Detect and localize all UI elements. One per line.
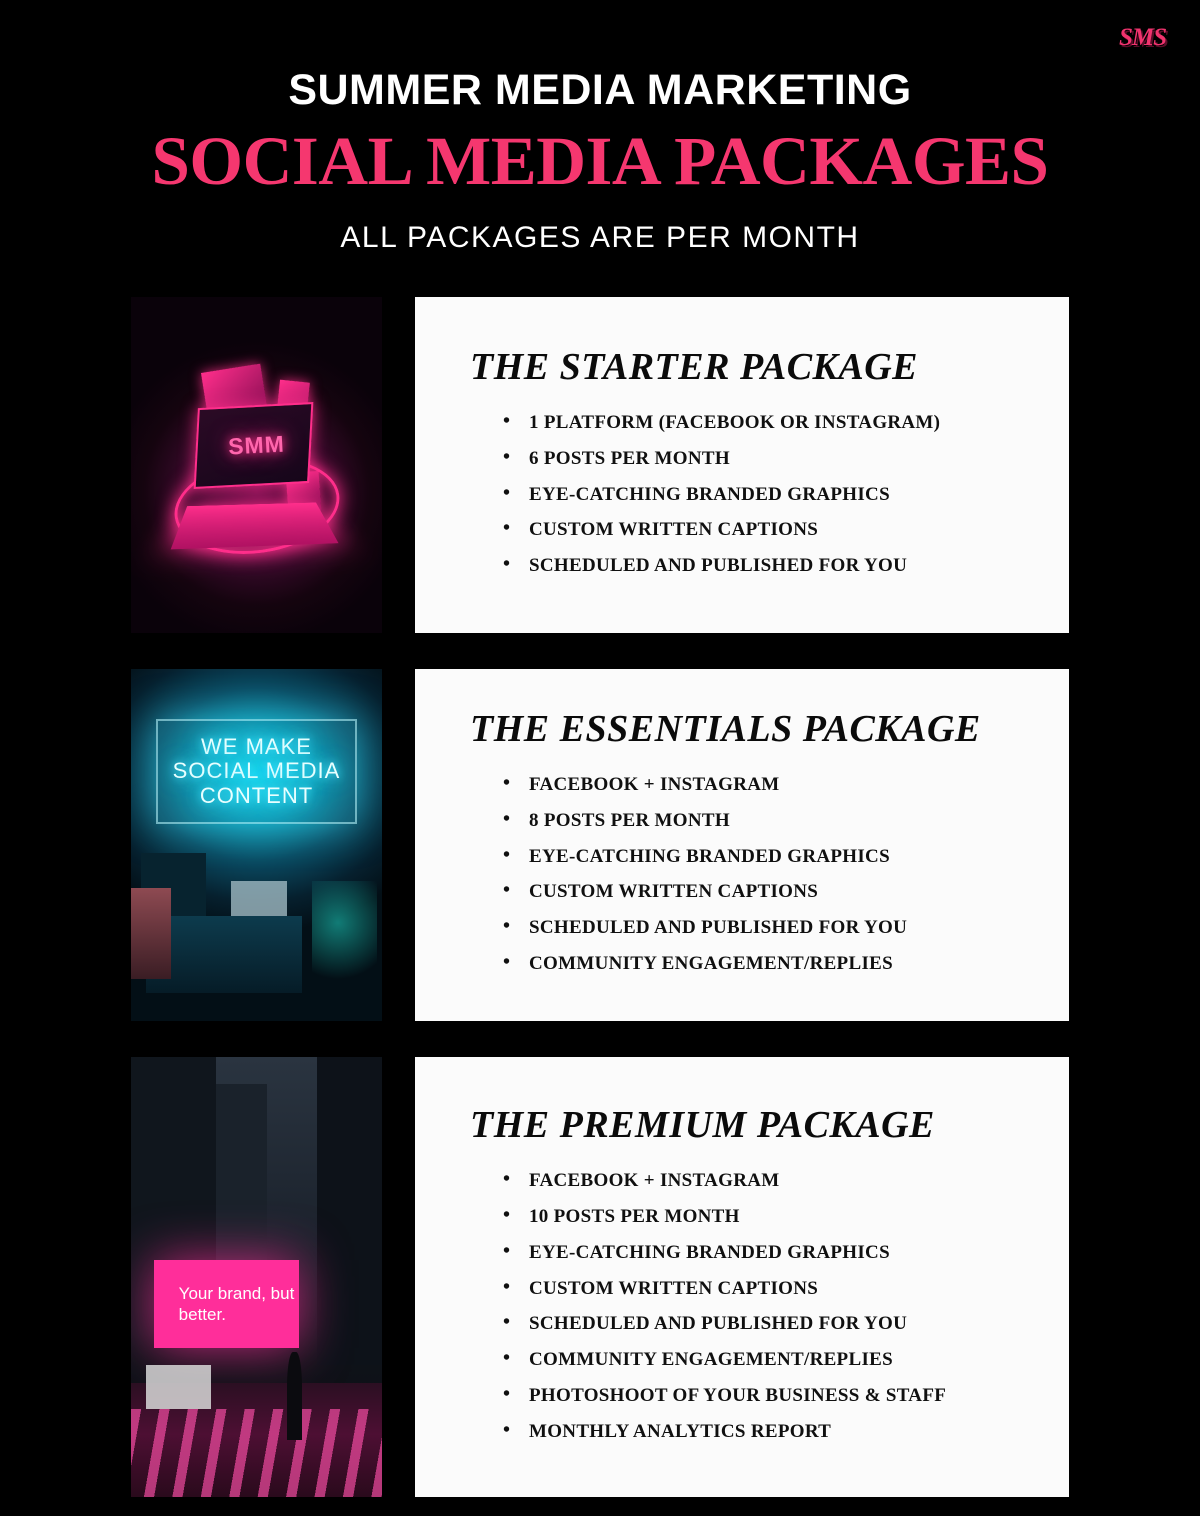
brand-logo: SMS — [1118, 24, 1166, 51]
package-title: THE ESSENTIALS PACKAGE — [470, 708, 981, 751]
feature-item: • MONTHLY ANALYTICS REPORT — [503, 1420, 1029, 1444]
plant-shape — [312, 881, 377, 1001]
feature-item: • EYE-CATCHING BRANDED GRAPHICS — [503, 1241, 1029, 1265]
feature-list — [503, 773, 1029, 988]
feature-item: • COMMUNITY ENGAGEMENT/REPLIES — [503, 952, 1029, 976]
feature-item: • FACEBOOK + INSTAGRAM — [503, 1169, 1029, 1193]
feature-list — [503, 411, 1029, 590]
feature-item: • CUSTOM WRITTEN CAPTIONS — [503, 880, 1029, 904]
package-image-starter — [131, 297, 382, 633]
package-row — [0, 1057, 1200, 1497]
feature-item: • 6 POSTS PER MONTH — [503, 447, 1029, 471]
package-row — [0, 669, 1200, 1021]
package-card-starter — [415, 297, 1069, 633]
image-caption-neon: WE MAKE SOCIAL MEDIA CONTENT — [172, 733, 341, 808]
image-caption-billboard: Your brand, but better. — [178, 1283, 295, 1324]
package-image-essentials — [131, 669, 382, 1021]
building-shape — [317, 1057, 382, 1365]
feature-item: • CUSTOM WRITTEN CAPTIONS — [503, 1277, 1029, 1301]
package-row — [0, 297, 1200, 633]
laptop-keyboard — [171, 502, 339, 549]
crosswalk-shape — [131, 1409, 382, 1497]
package-card-premium — [415, 1057, 1069, 1497]
image-caption-smm: SMM — [227, 430, 286, 460]
feature-item: • 10 POSTS PER MONTH — [503, 1205, 1029, 1229]
page-header — [0, 0, 1200, 255]
feature-item: • EYE-CATCHING BRANDED GRAPHICS — [503, 483, 1029, 507]
feature-item: • 1 PLATFORM (FACEBOOK OR INSTAGRAM) — [503, 411, 1029, 435]
billboard-panel — [154, 1260, 300, 1348]
package-list — [0, 297, 1200, 1497]
feature-item: • FACEBOOK + INSTAGRAM — [503, 773, 1029, 797]
neon-sign-illustration — [131, 669, 382, 1021]
feature-list — [503, 1169, 1029, 1455]
feature-item: • EYE-CATCHING BRANDED GRAPHICS — [503, 845, 1029, 869]
billboard-city-illustration — [131, 1057, 382, 1497]
chair-shape — [131, 888, 171, 980]
page-subtitle: ALL PACKAGES ARE PER MONTH — [340, 221, 860, 255]
pedestrian-shape — [287, 1352, 302, 1440]
feature-item: • SCHEDULED AND PUBLISHED FOR YOU — [503, 916, 1029, 940]
package-title: THE STARTER PACKAGE — [470, 346, 919, 389]
feature-item: • SCHEDULED AND PUBLISHED FOR YOU — [503, 554, 1029, 578]
page-title: SOCIAL MEDIA PACKAGES — [151, 123, 1049, 199]
feature-item: • 8 POSTS PER MONTH — [503, 809, 1029, 833]
feature-item: • SCHEDULED AND PUBLISHED FOR YOU — [503, 1312, 1029, 1336]
package-image-premium — [131, 1057, 382, 1497]
package-card-essentials — [415, 669, 1069, 1021]
neon-sign-panel — [156, 719, 357, 825]
feature-item: • PHOTOSHOOT OF YOUR BUSINESS & STAFF — [503, 1384, 1029, 1408]
package-title: THE PREMIUM PACKAGE — [470, 1104, 935, 1147]
company-name: SUMMER MEDIA MARKETING — [288, 66, 912, 114]
neon-laptop-illustration — [131, 297, 382, 633]
van-shape — [146, 1365, 211, 1409]
feature-item: • COMMUNITY ENGAGEMENT/REPLIES — [503, 1348, 1029, 1372]
feature-item: • CUSTOM WRITTEN CAPTIONS — [503, 518, 1029, 542]
